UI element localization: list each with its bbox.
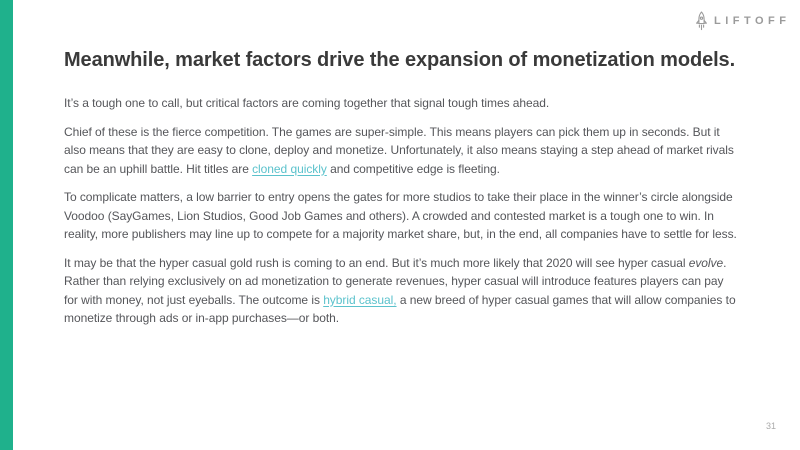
rocket-icon <box>695 11 708 31</box>
text-segment: a new breed of hyper casual games that will allow companies to monetize through ads or in-app purchases—or both. <box>64 292 736 325</box>
liftoff-logo <box>695 11 791 31</box>
paragraph <box>64 123 738 179</box>
paragraph <box>64 254 738 328</box>
text-segment: . Rather than relying exclusively on ad monetization to generate revenues, hyper casual will introduce features players can pay for with money, not just eyeballs. The outcome is <box>64 255 727 307</box>
slide-title: Meanwhile, market factors drive the expansion of monetization models. <box>64 49 736 71</box>
inline-link[interactable]: hybrid casual, <box>323 292 397 307</box>
paragraph <box>64 188 738 244</box>
text-segment: It may be that the hyper casual gold rush is coming to an end. But it’s much more likely that 2020 will see hyper casual <box>64 255 689 270</box>
text-segment: To complicate matters, a low barrier to entry opens the gates for more studios to take their place in the winner’s circle alongside Voodoo (SayGames, Lion Studios, Good Job Games and others). A crowded and contested market is a tough one to win. In reality, more publishers may line up to compete for a majority market share, but, in the end, all companies have to settle for less. <box>64 190 737 241</box>
text-segment: It’s a tough one to call, but critical factors are coming together that signal tough times ahead. <box>64 96 550 110</box>
page-number: 31 <box>765 421 776 431</box>
logo-wordmark: LIFTOFF <box>713 14 791 27</box>
slide-content <box>64 46 738 338</box>
text-segment: Chief of these is the fierce competition. The games are super-simple. This means players can pick them up in seconds. But it also means that they are easy to clone, deploy and monetize. Unfortunately, it also means staying a step ahead of market rivals can be an uphill battle. Hit titles are <box>64 124 734 176</box>
text-segment: and competitive edge is fleeting. <box>326 161 500 176</box>
inline-link[interactable]: cloned quickly <box>252 161 327 176</box>
body-paragraphs <box>64 94 738 328</box>
paragraph <box>64 94 738 113</box>
left-accent-bar <box>0 0 13 450</box>
text-segment: evolve <box>688 255 724 270</box>
